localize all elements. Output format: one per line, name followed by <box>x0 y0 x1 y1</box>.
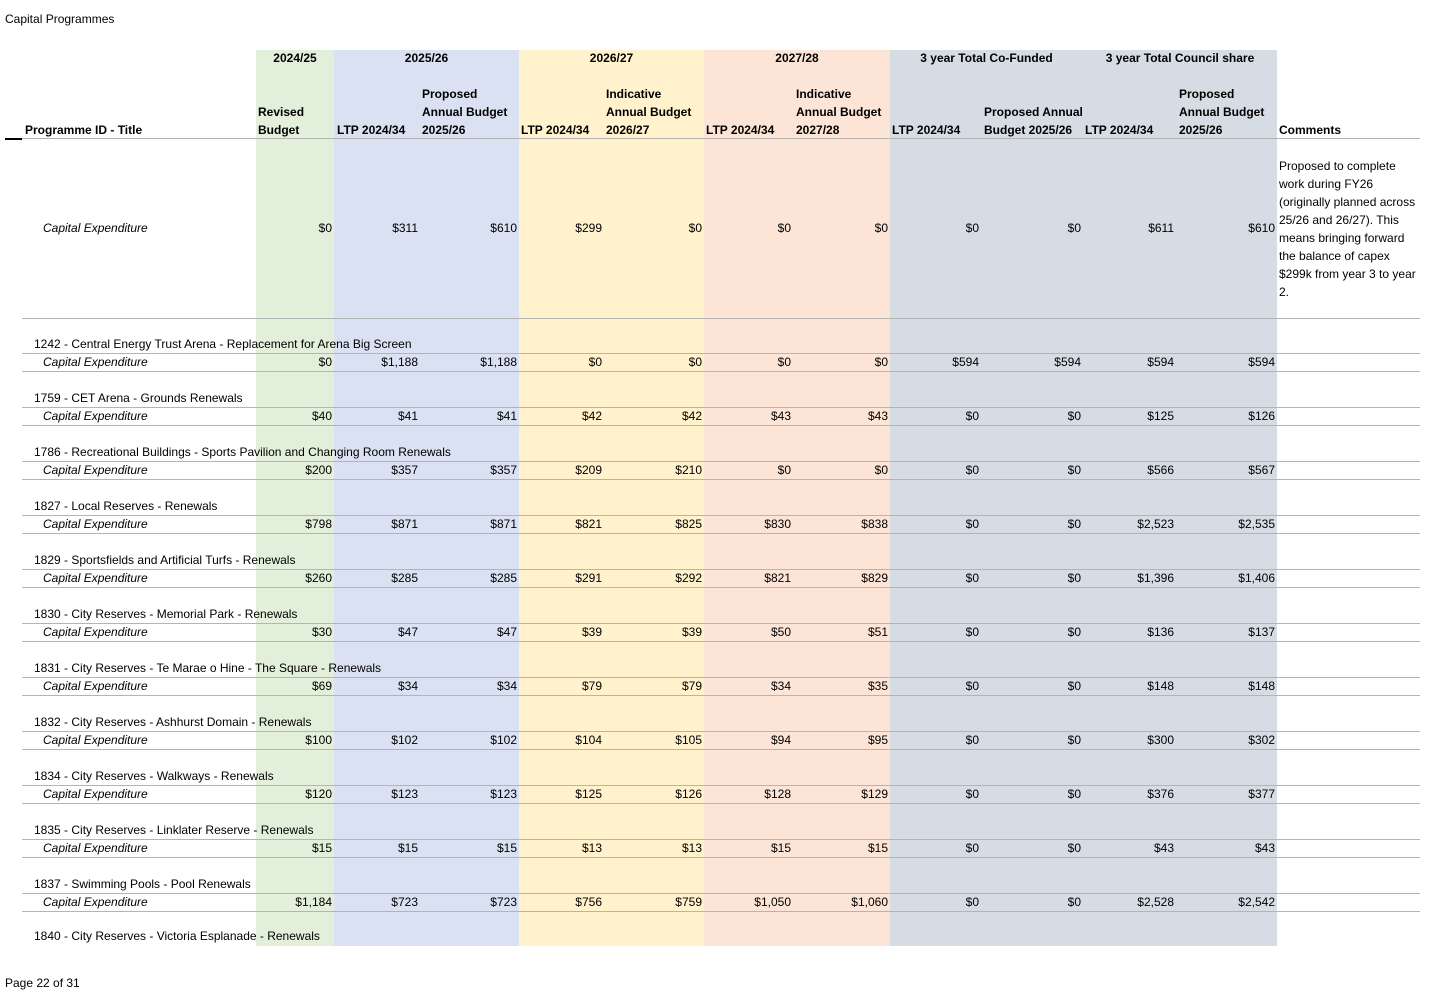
row-rule <box>22 623 1420 624</box>
value-cell: $1,184 <box>295 895 332 909</box>
value-cell: $0 <box>965 409 979 423</box>
value-cell: $871 <box>391 517 418 531</box>
value-cell: $566 <box>1147 463 1174 477</box>
value-cell: $1,050 <box>754 895 791 909</box>
value-cell: $47 <box>397 625 418 639</box>
row-label: Capital Expenditure <box>43 787 148 801</box>
value-cell: $285 <box>490 571 517 585</box>
value-cell: $104 <box>575 733 602 747</box>
value-cell: $42 <box>681 409 702 423</box>
value-cell: $611 <box>1148 221 1174 235</box>
header-rule-marker <box>5 138 22 140</box>
value-cell: $610 <box>1248 221 1275 235</box>
value-cell: $0 <box>1067 679 1081 693</box>
value-cell: $0 <box>965 625 979 639</box>
value-cell: $0 <box>318 221 332 235</box>
value-cell: $610 <box>490 221 517 235</box>
value-cell: $830 <box>764 517 791 531</box>
column-header-ltp-2027-28: LTP 2024/34 <box>706 123 775 137</box>
band-2025-26 <box>334 50 519 946</box>
value-cell: $43 <box>1153 841 1174 855</box>
value-cell: $34 <box>397 679 418 693</box>
value-cell: $0 <box>874 355 888 369</box>
column-header-council-share-ltp: LTP 2024/34 <box>1085 123 1154 137</box>
value-cell: $821 <box>575 517 602 531</box>
row-label: Capital Expenditure <box>43 733 148 747</box>
value-cell: $69 <box>311 679 332 693</box>
row-rule <box>22 371 1420 372</box>
value-cell: $41 <box>397 409 418 423</box>
column-header-indicative-2027-28: Indicative Annual Budget 2027/28 <box>796 87 882 137</box>
row-label: Capital Expenditure <box>43 625 148 639</box>
column-header-proposed-2025-26: Proposed Annual Budget 2025/26 <box>422 87 508 137</box>
value-cell: $0 <box>777 355 791 369</box>
value-cell: $2,542 <box>1238 895 1275 909</box>
programme-title: 1837 - Swimming Pools - Pool Renewals <box>34 877 251 891</box>
value-cell: $2,535 <box>1238 517 1275 531</box>
value-cell: $723 <box>391 895 418 909</box>
value-cell: $13 <box>581 841 602 855</box>
programme-title: 1832 - City Reserves - Ashhurst Domain - Renewals <box>34 715 312 729</box>
value-cell: $291 <box>575 571 602 585</box>
row-label: Capital Expenditure <box>43 517 148 531</box>
programme-title: 1834 - City Reserves - Walkways - Renewals <box>34 769 274 783</box>
value-cell: $594 <box>952 355 979 369</box>
value-cell: $594 <box>1147 355 1174 369</box>
value-cell: $0 <box>1067 409 1081 423</box>
value-cell: $123 <box>391 787 418 801</box>
value-cell: $798 <box>305 517 332 531</box>
value-cell: $302 <box>1248 733 1275 747</box>
column-header-revised-budget: Revised Budget <box>258 105 305 137</box>
group-header-2026-27: 2026/27 <box>589 51 634 65</box>
row-label: Capital Expenditure <box>43 355 148 369</box>
row-rule <box>22 677 1420 678</box>
programme-title: 1759 - CET Arena - Grounds Renewals <box>34 391 243 405</box>
value-cell: $0 <box>1067 841 1081 855</box>
value-cell: $260 <box>305 571 332 585</box>
value-cell: $42 <box>581 409 602 423</box>
value-cell: $34 <box>496 679 517 693</box>
value-cell: $0 <box>1067 571 1081 585</box>
row-rule <box>22 911 1420 912</box>
value-cell: $15 <box>867 841 888 855</box>
row-rule <box>22 857 1420 858</box>
value-cell: $51 <box>867 625 888 639</box>
value-cell: $15 <box>770 841 791 855</box>
row-rule <box>22 461 1420 462</box>
value-cell: $838 <box>861 517 888 531</box>
value-cell: $15 <box>496 841 517 855</box>
value-cell: $759 <box>675 895 702 909</box>
row-label: Capital Expenditure <box>43 463 148 477</box>
programme-title: 1242 - Central Energy Trust Arena - Replacement for Arena Big Screen <box>34 337 412 351</box>
row-rule <box>22 893 1420 894</box>
value-cell: $30 <box>311 625 332 639</box>
value-cell: $50 <box>770 625 791 639</box>
value-cell: $0 <box>688 221 702 235</box>
value-cell: $567 <box>1248 463 1275 477</box>
column-header-indicative-2026-27: Indicative Annual Budget 2026/27 <box>606 87 692 137</box>
value-cell: $0 <box>588 355 602 369</box>
value-cell: $129 <box>861 787 888 801</box>
value-cell: $126 <box>1248 409 1275 423</box>
row-rule <box>22 839 1420 840</box>
value-cell: $0 <box>1067 625 1081 639</box>
value-cell: $0 <box>777 221 791 235</box>
value-cell: $100 <box>305 733 332 747</box>
band-3-year-totals <box>890 50 1277 946</box>
value-cell: $0 <box>777 463 791 477</box>
value-cell: $0 <box>1067 517 1081 531</box>
value-cell: $15 <box>397 841 418 855</box>
row-rule <box>22 731 1420 732</box>
group-header-council-share: 3 year Total Council share <box>1105 51 1255 65</box>
column-header-co-funded-proposed: Proposed Annual Budget 2025/26 <box>984 105 1083 137</box>
value-cell: $128 <box>764 787 791 801</box>
value-cell: $594 <box>1054 355 1081 369</box>
value-cell: $0 <box>318 355 332 369</box>
row-rule <box>22 785 1420 786</box>
value-cell: $0 <box>965 895 979 909</box>
value-cell: $0 <box>965 221 979 235</box>
value-cell: $0 <box>1067 733 1081 747</box>
value-cell: $125 <box>1147 409 1174 423</box>
value-cell: $0 <box>965 787 979 801</box>
row-rule <box>22 407 1420 408</box>
programme-title: 1786 - Recreational Buildings - Sports Pavilion and Changing Room Renewals <box>34 445 451 459</box>
column-header-ltp-2025-26: LTP 2024/34 <box>337 123 406 137</box>
group-header-2024-25: 2024/25 <box>273 51 317 65</box>
value-cell: $47 <box>496 625 517 639</box>
value-cell: $210 <box>675 463 702 477</box>
group-header-co-funded: 3 year Total Co-Funded <box>920 51 1053 65</box>
value-cell: $105 <box>675 733 702 747</box>
row-rule <box>22 695 1420 696</box>
value-cell: $0 <box>688 355 702 369</box>
value-cell: $0 <box>1067 221 1081 235</box>
row-label: Capital Expenditure <box>43 895 148 909</box>
value-cell: $0 <box>1067 787 1081 801</box>
programme-title: 1830 - City Reserves - Memorial Park - Renewals <box>34 607 298 621</box>
value-cell: $377 <box>1248 787 1275 801</box>
column-header-co-funded-ltp: LTP 2024/34 <box>892 123 961 137</box>
value-cell: $39 <box>581 625 602 639</box>
programme-title: 1829 - Sportsfields and Artificial Turfs - Renewals <box>34 553 296 567</box>
value-cell: $1,406 <box>1238 571 1275 585</box>
value-cell: $209 <box>575 463 602 477</box>
header-rule <box>22 138 1420 139</box>
value-cell: $285 <box>391 571 418 585</box>
value-cell: $125 <box>575 787 602 801</box>
group-header-2027-28: 2027/28 <box>775 51 819 65</box>
value-cell: $0 <box>965 679 979 693</box>
row-rule <box>22 533 1420 534</box>
value-cell: $148 <box>1147 679 1174 693</box>
page-footer: Page 22 of 31 <box>5 976 80 990</box>
row-rule <box>22 515 1420 516</box>
value-cell: $2,528 <box>1137 895 1174 909</box>
column-header-council-share-proposed: Proposed Annual Budget 2025/26 <box>1179 87 1265 137</box>
value-cell: $1,060 <box>851 895 888 909</box>
value-cell: $35 <box>867 679 888 693</box>
value-cell: $594 <box>1248 355 1275 369</box>
value-cell: $2,523 <box>1137 517 1174 531</box>
value-cell: $200 <box>305 463 332 477</box>
programme-title: 1835 - City Reserves - Linklater Reserve - Renewals <box>34 823 314 837</box>
programme-title: 1831 - City Reserves - Te Marae o Hine - The Square - Renewals <box>34 661 382 675</box>
value-cell: $0 <box>965 841 979 855</box>
value-cell: $95 <box>867 733 888 747</box>
value-cell: $79 <box>681 679 702 693</box>
value-cell: $43 <box>867 409 888 423</box>
row-rule <box>22 749 1420 750</box>
value-cell: $41 <box>496 409 517 423</box>
row-rule <box>22 587 1420 588</box>
row-rule <box>22 803 1420 804</box>
value-cell: $357 <box>391 463 418 477</box>
row-label: Capital Expenditure <box>43 409 148 423</box>
first-row-label: Capital Expenditure <box>43 221 148 235</box>
band-2027-28 <box>704 50 890 946</box>
value-cell: $40 <box>311 409 332 423</box>
row-rule <box>22 569 1420 570</box>
value-cell: $13 <box>681 841 702 855</box>
column-header-ltp-2026-27: LTP 2024/34 <box>521 123 590 137</box>
page-title: Capital Programmes <box>5 12 115 26</box>
column-header-comments: Comments <box>1279 123 1342 137</box>
band-2026-27 <box>519 50 704 946</box>
value-cell: $1,188 <box>480 355 517 369</box>
value-cell: $79 <box>581 679 602 693</box>
band-2024-25 <box>256 50 334 946</box>
value-cell: $0 <box>874 463 888 477</box>
value-cell: $39 <box>681 625 702 639</box>
value-cell: $0 <box>965 517 979 531</box>
value-cell: $43 <box>770 409 791 423</box>
value-cell: $300 <box>1147 733 1174 747</box>
value-cell: $871 <box>490 517 517 531</box>
value-cell: $0 <box>965 571 979 585</box>
value-cell: $357 <box>490 463 517 477</box>
value-cell: $0 <box>1067 463 1081 477</box>
value-cell: $299 <box>575 221 602 235</box>
value-cell: $376 <box>1147 787 1174 801</box>
value-cell: $102 <box>490 733 517 747</box>
comment-first-row: Proposed to complete work during FY26 (originally planned across 25/26 and 26/27). This means bringing forward the balance of capex $299k from year 3 to year 2. <box>1279 159 1416 299</box>
value-cell: $311 <box>392 221 418 235</box>
value-cell: $825 <box>675 517 702 531</box>
value-cell: $292 <box>675 571 702 585</box>
value-cell: $1,396 <box>1137 571 1174 585</box>
row-label: Capital Expenditure <box>43 571 148 585</box>
value-cell: $136 <box>1147 625 1174 639</box>
first-row-rule <box>22 318 1420 319</box>
value-cell: $43 <box>1254 841 1275 855</box>
value-cell: $0 <box>965 733 979 747</box>
column-header-programme: Programme ID - Title <box>25 123 143 137</box>
value-cell: $829 <box>861 571 888 585</box>
value-cell: $148 <box>1248 679 1275 693</box>
value-cell: $15 <box>311 841 332 855</box>
group-header-2025-26: 2025/26 <box>404 51 449 65</box>
row-rule <box>22 353 1420 354</box>
value-cell: $0 <box>874 221 888 235</box>
value-cell: $120 <box>305 787 332 801</box>
value-cell: $102 <box>391 733 418 747</box>
value-cell: $821 <box>764 571 791 585</box>
row-rule <box>22 641 1420 642</box>
value-cell: $756 <box>575 895 602 909</box>
value-cell: $94 <box>770 733 791 747</box>
programme-title-last: 1840 - City Reserves - Victoria Esplanade - Renewals <box>34 929 320 943</box>
programme-title: 1827 - Local Reserves - Renewals <box>34 499 218 513</box>
value-cell: $123 <box>490 787 517 801</box>
value-cell: $137 <box>1248 625 1275 639</box>
value-cell: $723 <box>490 895 517 909</box>
row-rule <box>22 425 1420 426</box>
value-cell: $126 <box>675 787 702 801</box>
row-rule <box>22 479 1420 480</box>
value-cell: $0 <box>1067 895 1081 909</box>
row-label: Capital Expenditure <box>43 679 148 693</box>
value-cell: $1,188 <box>381 355 418 369</box>
value-cell: $34 <box>770 679 791 693</box>
value-cell: $0 <box>965 463 979 477</box>
row-label: Capital Expenditure <box>43 841 148 855</box>
